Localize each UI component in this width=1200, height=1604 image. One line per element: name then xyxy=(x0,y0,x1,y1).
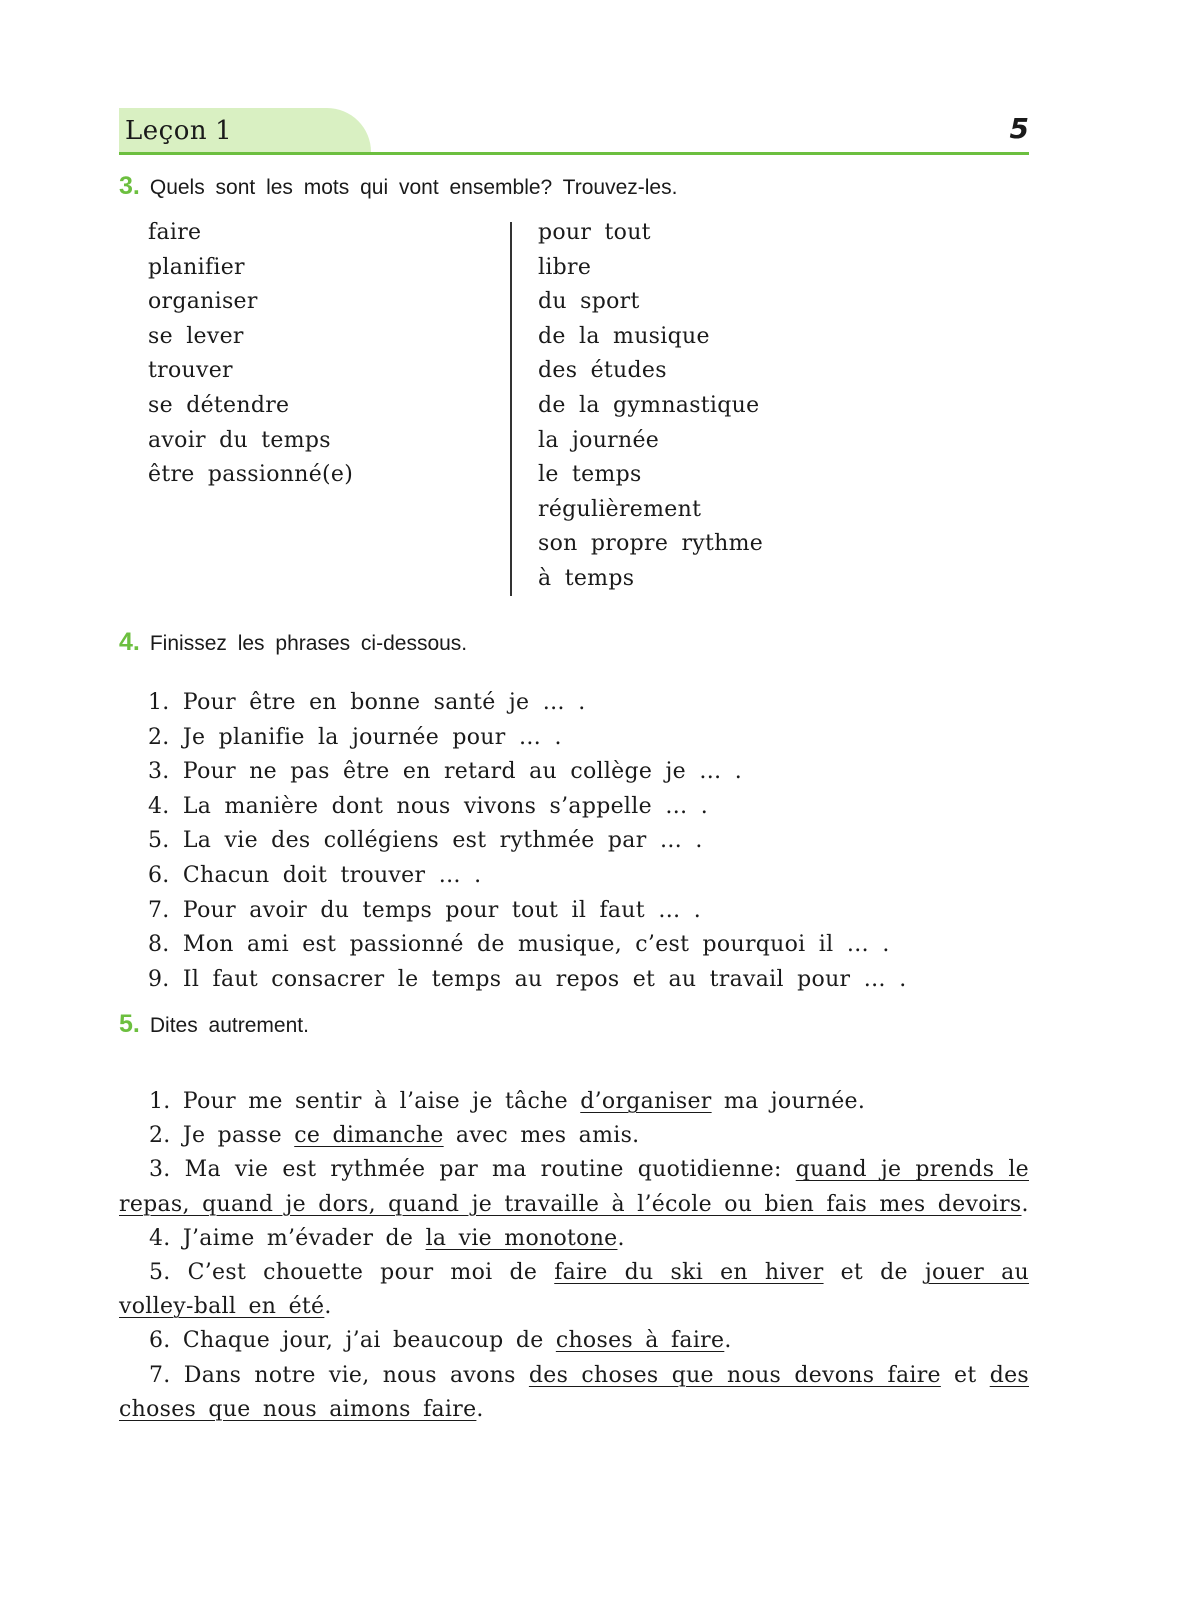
rephrase-item xyxy=(119,1256,1029,1324)
sentence-text: 6. Chaque jour, j’ai beaucoup de xyxy=(149,1328,556,1354)
word-item: de la musique xyxy=(538,323,710,349)
underlined-phrase: des choses que nous devons faire xyxy=(528,1362,941,1388)
sentence-text: . xyxy=(1021,1191,1029,1217)
word-item: le temps xyxy=(538,462,642,488)
sentence-text: . xyxy=(617,1225,625,1251)
sentence-text: . xyxy=(476,1396,484,1422)
lesson-number: 1 xyxy=(215,116,233,146)
exercise-5-heading xyxy=(119,1010,309,1039)
underlined-phrase: quand je prends le repas, quand je dors, quand je travaille à l’école ou bien fais mes devoirs xyxy=(119,1157,1029,1217)
word-item: à temps xyxy=(538,565,635,591)
exercise-4-heading xyxy=(119,628,467,657)
sentence-text: . xyxy=(324,1294,332,1320)
sentence-list xyxy=(148,686,907,997)
sentence-text: 4. J’aime m’évader de xyxy=(149,1225,426,1251)
word-item: organiser xyxy=(148,289,258,315)
sentence-item: 5. La vie des collégiens est rythmée par … . xyxy=(148,828,703,854)
underlined-phrase: ce dimanche xyxy=(294,1123,444,1149)
word-item: du sport xyxy=(538,289,640,315)
sentence-text: 5. C’est chouette pour moi de xyxy=(149,1260,555,1286)
word-item: trouver xyxy=(148,358,233,384)
word-item: la journée xyxy=(538,427,660,453)
sentence-item: 3. Pour ne pas être en retard au collège je … . xyxy=(148,759,743,785)
page-header xyxy=(119,108,1029,156)
underlined-phrase: choses à faire xyxy=(555,1328,725,1354)
word-item: libre xyxy=(538,254,592,280)
word-item: se lever xyxy=(148,323,244,349)
underlined-phrase: faire du ski en hiver xyxy=(554,1260,824,1286)
word-item: faire xyxy=(148,220,202,245)
exercise-instruction: Finissez les phrases ci-dessous. xyxy=(149,632,468,655)
rephrase-list xyxy=(119,1085,1029,1427)
exercise-instruction: Dites autrement. xyxy=(149,1014,309,1037)
word-item: de la gymnastique xyxy=(538,392,760,418)
underlined-phrase: la vie monotone xyxy=(425,1225,618,1251)
word-item: avoir du temps xyxy=(148,427,331,453)
rephrase-item xyxy=(119,1153,1029,1221)
sentence-item: 1. Pour être en bonne santé je … . xyxy=(148,690,586,715)
exercise-number: 5. xyxy=(119,1010,140,1038)
word-item: régulièrement xyxy=(538,496,702,522)
underlined-phrase: des choses que nous aimons faire xyxy=(119,1362,1029,1422)
word-item: son propre rythme xyxy=(538,531,764,557)
lesson-title xyxy=(125,116,232,146)
sentence-text: avec mes amis. xyxy=(443,1123,640,1149)
lesson-label: Leçon xyxy=(125,116,208,146)
sentence-item: 2. Je planifie la journée pour … . xyxy=(148,724,562,750)
exercise-number: 3. xyxy=(119,172,140,200)
rephrase-item xyxy=(119,1085,1029,1119)
sentence-text: 1. Pour me sentir à l’aise je tâche xyxy=(149,1089,581,1114)
sentence-item: 7. Pour avoir du temps pour tout il faut … . xyxy=(148,897,702,923)
sentence-item: 4. La manière dont nous vivons s’appelle … . xyxy=(148,793,709,819)
underlined-phrase: d’organiser xyxy=(580,1089,712,1114)
sentence-text: 3. Ma vie est rythmée par ma routine quotidienne: xyxy=(149,1157,796,1183)
word-item: être passionné(e) xyxy=(148,462,354,488)
underlined-phrase: jouer au volley-ball en été xyxy=(119,1260,1030,1320)
exercise-3-heading xyxy=(119,172,677,201)
word-item: des études xyxy=(538,358,667,384)
word-item: pour tout xyxy=(538,220,651,245)
sentence-text: . xyxy=(724,1328,732,1354)
rephrase-item xyxy=(119,1324,1029,1358)
sentence-text: 2. Je passe xyxy=(149,1123,295,1149)
word-item: se détendre xyxy=(148,392,290,418)
word-item: planifier xyxy=(148,254,245,280)
sentence-item: 8. Mon ami est passionné de musique, c’est pourquoi il … . xyxy=(148,932,890,958)
rephrase-item xyxy=(119,1119,1029,1153)
sentence-text: ma journée. xyxy=(711,1089,866,1114)
column-divider xyxy=(510,222,512,596)
sentence-text: et xyxy=(940,1362,990,1388)
sentence-item: 9. Il faut consacrer le temps au repos et au travail pour … . xyxy=(148,966,907,992)
sentence-text: et de xyxy=(823,1260,925,1286)
rephrase-item xyxy=(119,1222,1029,1256)
exercise-instruction: Quels sont les mots qui vont ensemble? Trouvez-les. xyxy=(149,176,678,199)
rephrase-item xyxy=(119,1359,1029,1427)
exercise-number: 4. xyxy=(119,628,140,656)
left-word-column xyxy=(148,216,353,493)
sentence-text: 7. Dans notre vie, nous avons xyxy=(149,1362,529,1388)
sentence-item: 6. Chacun doit trouver … . xyxy=(148,862,482,888)
right-word-column xyxy=(538,216,763,597)
page-number: 5 xyxy=(1009,112,1029,145)
header-rule xyxy=(119,152,1029,155)
